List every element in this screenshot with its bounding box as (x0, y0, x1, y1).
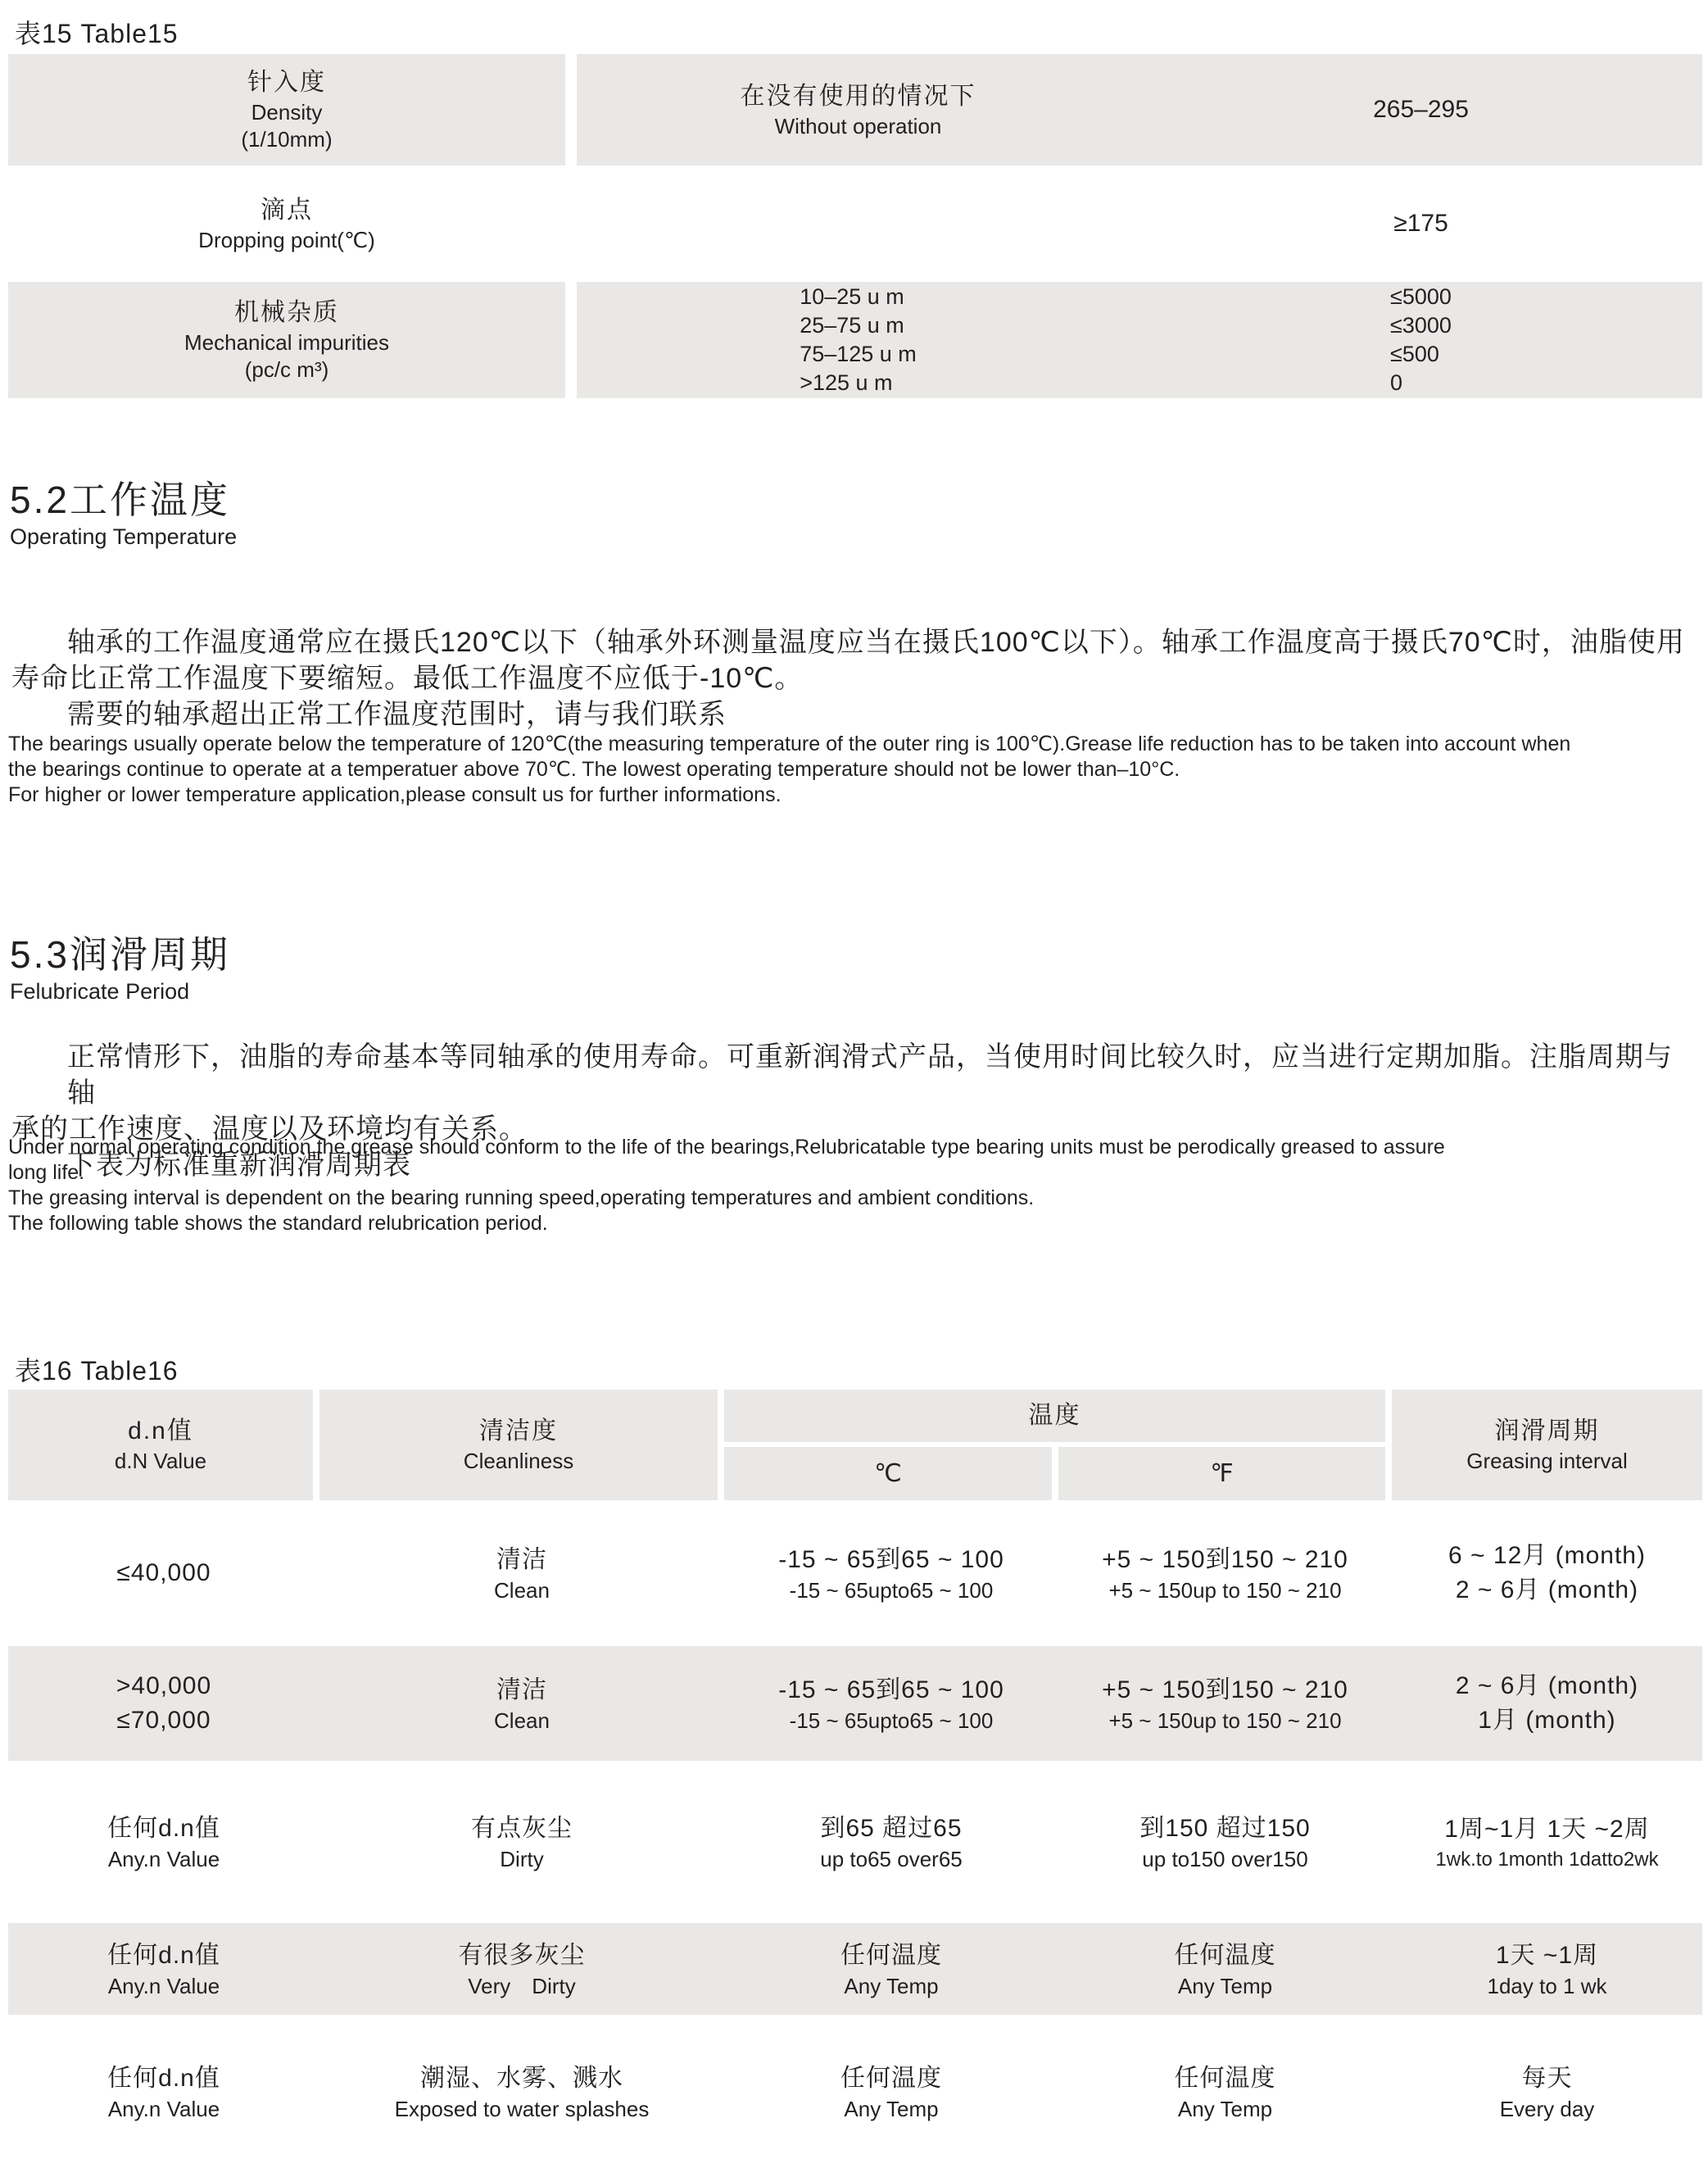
cleanliness-zh: 清洁 (496, 1676, 547, 1703)
paragraph-line: 轴承的工作温度通常应在摄氏120℃以下（轴承外环测量温度应当在摄氏100℃以下）。轴承工作温度高于摄氏70℃时，油脂使用 (67, 627, 1685, 658)
table15-row-impurities (8, 282, 1702, 398)
header-unit-celsius: ℃ (724, 1447, 1052, 1500)
density-condition (577, 54, 1139, 166)
impurities-data-cell (577, 282, 1702, 398)
fahrenheit-range-zh: +5 ~ 150到150 ~ 210 (1102, 1676, 1348, 1703)
impurities-label-zh: 机械杂质 (234, 299, 339, 326)
celsius-range-en: Any Temp (844, 2096, 939, 2121)
dn-value: 任何d.n值 (107, 1941, 220, 1969)
dropping-point-value-text: ≥175 (1393, 210, 1448, 237)
fahrenheit-range-zh: 到150 超过150 (1139, 1814, 1311, 1842)
impurity-range: 10–25 u m (800, 284, 904, 309)
cleanliness-cell (319, 1939, 724, 2000)
cleanliness-zh: 清洁 (496, 1545, 547, 1573)
table-row (8, 1646, 1702, 1761)
impurities-label-unit: (pc/c m³) (244, 357, 329, 382)
celsius-range-en: up to65 over65 (820, 1846, 963, 1871)
header-cleanliness-zh: 清洁度 (479, 1417, 558, 1445)
section-5-2-title-zh: 5.2工作温度 (10, 478, 230, 521)
interval-cell (1392, 1939, 1702, 2000)
density-value-cell (577, 54, 1702, 166)
section-5-2-paragraph-en (8, 732, 1692, 808)
impurities-label-cell (8, 282, 565, 398)
interval-line: 2 ~ 6月 (month) (1455, 1672, 1639, 1699)
impurity-limit: ≤3000 (1390, 313, 1452, 338)
paragraph-line: 下表为标准重新润滑周期表 (67, 1150, 411, 1181)
impurity-range: >125 u m (800, 370, 893, 395)
interval-line: 1周~1月 1天 ~2周 (1444, 1815, 1650, 1843)
header-temperature-group (724, 1390, 1385, 1500)
impurity-limit: 0 (1390, 370, 1403, 395)
interval-line: 6 ~ 12月 (month) (1448, 1542, 1646, 1569)
celsius-cell (724, 1812, 1058, 1873)
density-label-cell (8, 54, 565, 166)
paragraph-line: The following table shows the standard relubrication period. (8, 1212, 548, 1235)
interval-cell (1392, 1669, 1702, 1738)
fahrenheit-range-en: up to150 over150 (1142, 1846, 1308, 1871)
cleanliness-cell (319, 1673, 724, 1735)
table-row (8, 1923, 1702, 2015)
cleanliness-zh: 潮湿、水雾、溅水 (420, 2064, 623, 2092)
fahrenheit-range-en: +5 ~ 150up to 150 ~ 210 (1108, 1577, 1342, 1603)
paragraph-line: Under normal operating condition,the grease should conform to the life of the bearings,Relubricatable type bearing units must be perodically greased to assure (8, 1136, 1445, 1159)
dn-cell (8, 1669, 319, 1738)
section-5-2-heading (10, 479, 237, 550)
impurities-limit-list (1390, 283, 1452, 397)
table15-title: 表15 Table15 (15, 19, 179, 48)
dn-value: ≤70,000 (116, 1707, 211, 1734)
interval-cell (1392, 1539, 1702, 1608)
paragraph-line: 正常情形下，油脂的寿命基本等同轴承的使用寿命。可重新润滑式产品，当使用时间比较久时，应当进行定期加脂。注脂周期与轴 (67, 1041, 1673, 1109)
paragraph-line: For higher or lower temperature application,please consult us for further informations. (8, 783, 782, 806)
impurities-size-ranges (577, 282, 1139, 398)
impurity-range: 75–125 u m (800, 342, 917, 366)
section-5-2-title-en: Operating Temperature (10, 524, 238, 549)
density-label-zh: 针入度 (247, 69, 326, 96)
section-5-3-title-zh: 5.3润滑周期 (10, 933, 230, 976)
dropping-point-value-cell (577, 166, 1702, 282)
dn-cell (8, 1939, 319, 2000)
header-greasing-interval (1392, 1390, 1702, 1500)
section-5-3-heading (10, 934, 230, 1005)
fahrenheit-range-zh: +5 ~ 150到150 ~ 210 (1102, 1545, 1348, 1573)
interval-line: 1wk.to 1month 1datto2wk (1435, 1848, 1659, 1871)
dropping-point-spacer (577, 166, 1139, 282)
cleanliness-cell (319, 1812, 724, 1873)
celsius-range-zh: 到65 超过65 (820, 1814, 963, 1842)
table16-title: 表16 Table16 (15, 1356, 179, 1386)
section-5-3-paragraph-en (8, 1135, 1692, 1236)
density-value-text: 265–295 (1373, 96, 1469, 123)
density-label-en: Density (251, 100, 323, 125)
impurity-limit: ≤500 (1390, 342, 1439, 366)
header-cleanliness (319, 1390, 718, 1500)
table15-row-dropping-point (8, 166, 1702, 282)
fahrenheit-range-zh: 任何温度 (1174, 1941, 1276, 1969)
paragraph-line: 承的工作速度、温度以及环境均有关系。 (11, 1113, 528, 1145)
interval-line: 每天 (1521, 2064, 1573, 2092)
paragraph-line: The greasing interval is dependent on the bearing running speed,operating temperatures and ambient conditions. (8, 1186, 1035, 1209)
fahrenheit-cell (1058, 1812, 1392, 1873)
interval-cell (1392, 1812, 1702, 1872)
interval-line: 1天 ~1周 (1495, 1941, 1599, 1969)
celsius-cell (724, 1543, 1058, 1604)
celsius-cell (724, 1939, 1058, 2000)
impurity-limit: ≤5000 (1390, 284, 1452, 309)
dn-cell (8, 1556, 319, 1590)
impurities-size-list (800, 283, 917, 397)
dn-value: 任何d.n值 (107, 1814, 220, 1842)
cleanliness-zh: 有很多灰尘 (458, 1941, 586, 1969)
table16-header (8, 1390, 1702, 1500)
header-dn-en: d.N Value (114, 1449, 207, 1473)
cleanliness-en: Very Dirty (468, 1973, 576, 1998)
header-temperature-units (724, 1447, 1385, 1500)
dropping-point-value (1139, 166, 1702, 282)
fahrenheit-cell (1058, 1543, 1392, 1604)
celsius-range-zh: -15 ~ 65到65 ~ 100 (778, 1676, 1004, 1703)
header-dn-zh: d.n值 (128, 1417, 193, 1445)
celsius-range-zh: -15 ~ 65到65 ~ 100 (778, 1545, 1004, 1573)
table-row (8, 1761, 1702, 1923)
impurity-range: 25–75 u m (800, 313, 904, 338)
cleanliness-zh: 有点灰尘 (471, 1814, 573, 1842)
paragraph-line: 需要的轴承超出正常工作温度范围时，请与我们联系 (67, 699, 727, 730)
header-unit-fahrenheit: ℉ (1058, 1447, 1385, 1500)
density-condition-zh: 在没有使用的情况下 (740, 82, 976, 110)
density-label-unit: (1/10mm) (241, 127, 333, 152)
cleanliness-en: Clean (494, 1577, 550, 1603)
table-row (8, 2015, 1702, 2169)
density-value (1139, 54, 1702, 166)
header-temperature: 温度 (724, 1390, 1385, 1442)
dn-value: ≤40,000 (116, 1559, 211, 1586)
interval-cell (1392, 2061, 1702, 2123)
interval-line: 1day to 1 wk (1487, 1973, 1607, 1998)
density-condition-en: Without operation (774, 113, 942, 138)
interval-line: Every day (1499, 2096, 1595, 2121)
paragraph-line: long life. (8, 1161, 85, 1184)
dn-value-en: Any.n Value (107, 1846, 220, 1871)
paragraph-line: 寿命比正常工作温度下要缩短。最低工作温度不应低于-10℃。 (11, 663, 804, 694)
celsius-range-en: -15 ~ 65upto65 ~ 100 (789, 1708, 994, 1733)
dn-value-en: Any.n Value (107, 2096, 220, 2121)
dn-cell (8, 1812, 319, 1873)
celsius-cell (724, 1673, 1058, 1735)
dn-cell (8, 2061, 319, 2123)
celsius-range-en: -15 ~ 65upto65 ~ 100 (789, 1577, 994, 1603)
table16 (8, 1390, 1702, 2169)
fahrenheit-cell (1058, 1673, 1392, 1735)
dn-value: 任何d.n值 (107, 2064, 220, 2092)
section-5-2-paragraph-zh (11, 624, 1696, 732)
cleanliness-en: Exposed to water splashes (394, 2096, 650, 2121)
fahrenheit-range-zh: 任何温度 (1174, 2064, 1276, 2092)
celsius-range-zh: 任何温度 (840, 2064, 942, 2092)
dropping-point-label-en: Dropping point(℃) (198, 227, 375, 252)
cleanliness-en: Dirty (500, 1846, 544, 1871)
cleanliness-cell (319, 2061, 724, 2123)
celsius-cell (724, 2061, 1058, 2123)
table15 (8, 54, 1702, 398)
fahrenheit-range-en: Any Temp (1177, 2096, 1273, 2121)
dn-value-en: Any.n Value (107, 1973, 220, 1998)
header-interval-zh: 润滑周期 (1494, 1417, 1600, 1445)
fahrenheit-range-en: Any Temp (1177, 1973, 1273, 1998)
section-5-3-title-en: Felubricate Period (10, 979, 190, 1004)
dropping-point-label-zh: 滴点 (261, 196, 313, 224)
header-dn-value (8, 1390, 313, 1500)
cleanliness-en: Clean (494, 1708, 550, 1733)
header-interval-en: Greasing interval (1466, 1449, 1628, 1473)
paragraph-line: The bearings usually operate below the temperature of 120℃(the measuring temperature of the outer ring is 100℃).Grease life reduction has to be taken into account when (8, 732, 1571, 755)
fahrenheit-cell (1058, 2061, 1392, 2123)
impurities-label-en: Mechanical impurities (184, 330, 389, 355)
dn-value: >40,000 (116, 1672, 212, 1699)
table15-row-density (8, 54, 1702, 166)
fahrenheit-cell (1058, 1939, 1392, 2000)
paragraph-line: the bearings continue to operate at a temperatuer above 70℃. The lowest operating temperature should not be lower than–10°C. (8, 758, 1180, 781)
celsius-range-en: Any Temp (844, 1973, 939, 1998)
interval-line: 2 ~ 6月 (month) (1455, 1576, 1639, 1603)
table-row (8, 1500, 1702, 1646)
fahrenheit-range-en: +5 ~ 150up to 150 ~ 210 (1108, 1708, 1342, 1733)
dropping-point-label-cell (8, 166, 565, 282)
interval-line: 1月 (month) (1478, 1707, 1616, 1734)
impurities-limits (1139, 282, 1702, 398)
header-cleanliness-en: Cleanliness (463, 1449, 574, 1473)
celsius-range-zh: 任何温度 (840, 1941, 942, 1969)
cleanliness-cell (319, 1543, 724, 1604)
